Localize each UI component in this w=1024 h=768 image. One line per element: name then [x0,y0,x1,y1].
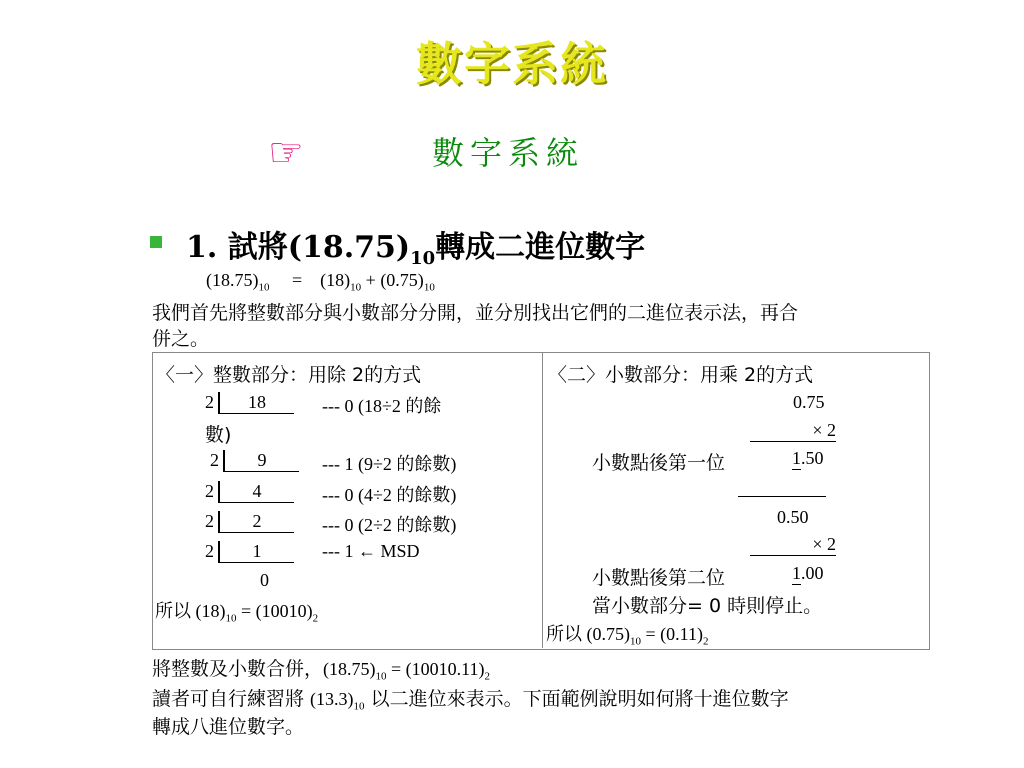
intro-line-2: 併之。 [152,328,210,350]
decomposition-equation: $(18.75)_{10}$ = $(18)_{10} + (0.75)_{10}$ [206,270,435,294]
fraction-part-header: 〈二〉小數部分：用乘 2的方式 [548,364,814,386]
integer-part-header: 〈一〉整數部分：用除 2的方式 [156,364,422,386]
fraction-value: 0.75 [793,392,825,412]
fraction-result: 所以 $(0.75)_{10} = (0.11)_2$ [546,624,709,648]
second-digit-label: 小數點後第二位 [592,567,726,589]
division-note: --- 0 (4÷2 的餘數) [322,485,457,505]
practice-line-1: 讀者可自行練習將 $(13.3)_{10}$ 以二進位來表示。下面範例說明如何將十進位數字 [152,688,789,713]
slide-subtitle: 數字系統 [432,134,585,172]
final-quotient: 0 [260,570,269,590]
fraction-value: 0.50 [777,507,809,527]
first-digit-label: 小數點後第一位 [592,452,726,474]
division-note: --- 1 (9÷2 的餘數) [322,454,457,474]
multiply-line: × 2 [750,420,836,442]
second-digit-result: 1.00 [792,563,824,583]
division-row: 2 4 [205,481,294,503]
rule-line [738,496,826,497]
multiply-line: × 2 [750,534,836,556]
division-note-wrap: 數) [205,424,232,446]
division-note: --- 1 ← MSD [322,541,420,561]
slide-title: 數字系統 [416,37,608,91]
first-digit-result: 1.50 [792,448,824,468]
division-row: 2 18 [205,392,294,414]
division-row: 2 2 [205,511,294,533]
pointing-hand-icon: ☞ [268,130,304,176]
bullet-icon [150,236,162,248]
stop-condition: 當小數部分= 0 時則停止。 [592,595,823,617]
practice-line-2: 轉成八進位數字。 [152,716,305,738]
division-row: 2 9 [210,450,299,472]
table-divider [542,352,543,648]
combine-line: 將整數及小數合併，$(18.75)_{10} = (10010.11)_2$ [152,658,490,683]
integer-result: 所以 $(18)_{10} = (10010)_2$ [155,601,319,625]
bullet-heading: 1. 試將$(18.75)_{10}$轉成二進位數字 [186,230,646,269]
division-note: --- 0 (2÷2 的餘數) [322,515,457,535]
division-note: --- 0 (18÷2 的餘 [322,396,442,416]
division-row: 2 1 [205,541,294,563]
intro-line-1: 我們首先將整數部分與小數部分分開，並分別找出它們的二進位表示法，再合 [152,302,799,324]
